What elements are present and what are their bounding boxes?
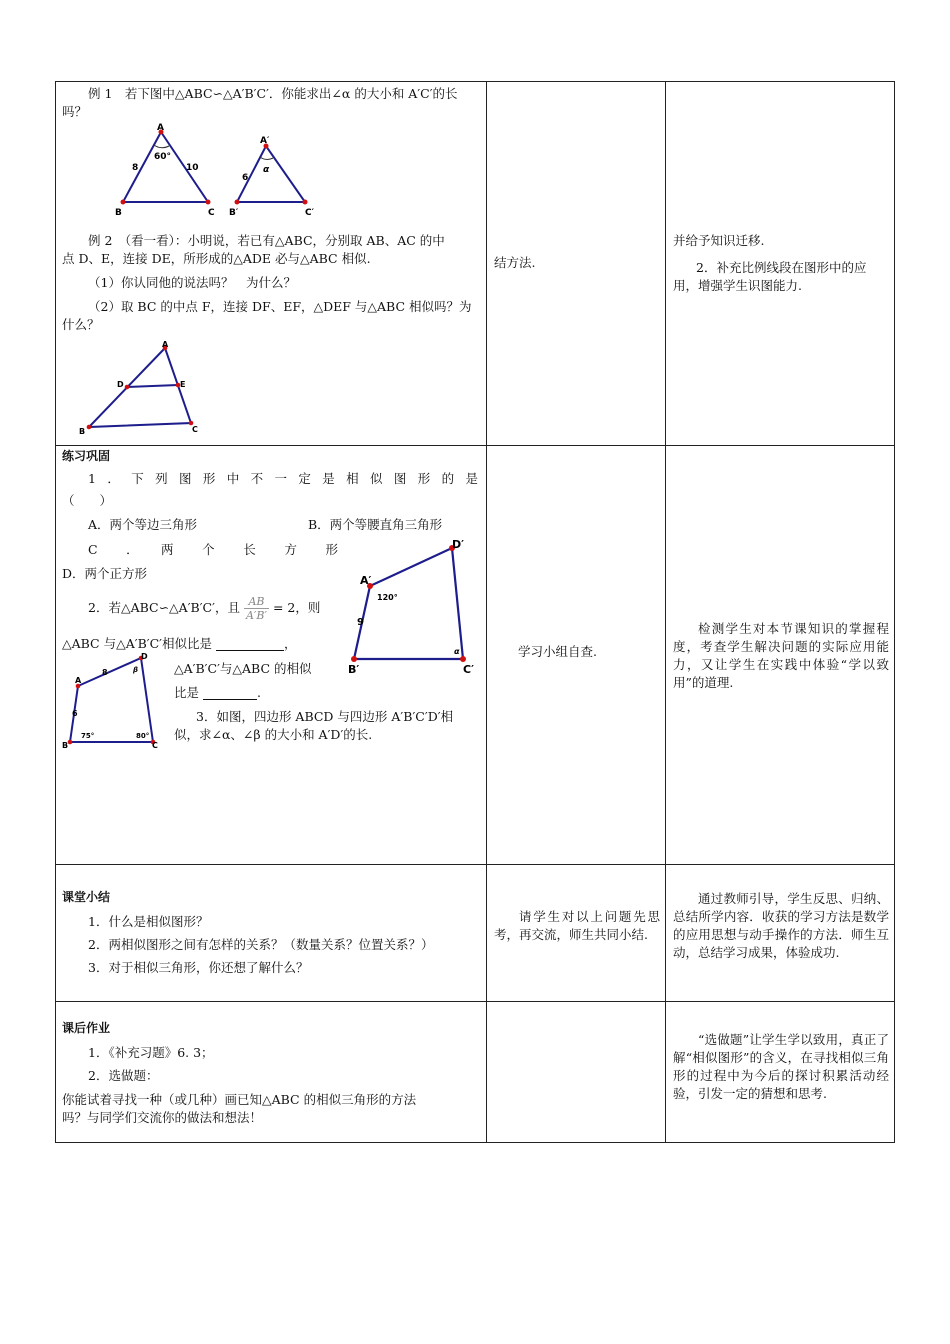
angle-alpha-label: α xyxy=(263,165,270,175)
row3-purpose-note: 通过教师引导，学生反思、归纳、总结所学内容．收获的学习方法是数学的应用思想与动手操作的方法．师生互动，总结学习成果，体验成功. xyxy=(673,891,889,960)
homework-item-3-cont: 吗？与同学们交流你的做法和想法！ xyxy=(62,1110,263,1125)
option-c: C ． 两 个 长 方 形 xyxy=(88,542,338,557)
label-c: C xyxy=(192,425,198,434)
row1-method-text: 结方法. xyxy=(494,255,536,270)
practice-question-2-line4: 比是 . xyxy=(174,685,261,700)
example1-text: 例 1 若下图中△ABC∽△A′B′C′．你能求出∠α 的大小和 A′C′的长 xyxy=(88,86,458,101)
label-d: D xyxy=(141,652,148,661)
label-a: A xyxy=(157,123,164,133)
answer-blank-2 xyxy=(203,687,257,700)
label-c: C xyxy=(208,208,215,218)
homework-item-3: 你能试着寻找一种（或几种）画已知△ABC 的相似三角形的方法 xyxy=(62,1092,417,1107)
summary-item-2: 2．两相似图形之间有怎样的关系？（数量关系？位置关系？） xyxy=(88,937,434,952)
label-b-prime: B′ xyxy=(229,208,239,218)
side-ab-label: 8 xyxy=(132,163,139,173)
label-b: B xyxy=(115,208,122,218)
triangle-abc-prime xyxy=(229,136,315,218)
practice-question-3-cont: 似，求∠α、∠β 的大小和 A′D′的长. xyxy=(174,727,373,742)
angle-beta-label: β xyxy=(133,666,139,674)
column-divider-1 xyxy=(486,82,487,1142)
homework-item-2: 2．选做题： xyxy=(88,1068,159,1083)
lesson-table xyxy=(55,81,895,1143)
example1-text-cont: 吗？ xyxy=(62,104,88,119)
label-c-prime: C′ xyxy=(305,208,314,218)
fraction-numerator: AB xyxy=(244,595,269,609)
practice-heading: 练习巩固 xyxy=(62,449,111,463)
example2-question-1: （1）你认同他的说法吗？ 为什么？ xyxy=(88,275,296,290)
answer-blank-1 xyxy=(216,638,284,651)
label-a: A xyxy=(162,340,169,349)
angle-alpha-label: α xyxy=(454,647,460,656)
row2-purpose-note: 检测学生对本节课知识的掌握程度，考查学生解决问题的实际应用能力，又让学生在实践中体验“学以致用”的道理. xyxy=(673,621,889,690)
option-d: D．两个正方形 xyxy=(62,566,148,581)
side-ad-label: 8 xyxy=(102,668,108,677)
practice-question-3: 3．如图，四边形 ABCD 与四边形 A′B′C′D′相 xyxy=(196,709,454,724)
ratio-fraction xyxy=(244,595,269,622)
example2-question-2: （2）取 BC 的中点 F，连接 DF、EF，△DEF 与△ABC 相似吗？为 xyxy=(88,299,472,314)
option-a: A．两个等边三角形 xyxy=(88,517,198,532)
label-e: E xyxy=(180,380,186,389)
summary-item-1: 1．什么是相似图形？ xyxy=(88,914,209,929)
side-ac-label: 10 xyxy=(186,163,199,173)
question-2-prefix: 2．若△ABC∽△A′B′C′，且 xyxy=(88,600,240,615)
similarity-ratio-text: △ABC 与△A′B′C′相似比是 xyxy=(62,636,213,651)
row1-note-3: 用，增强学生识图能力. xyxy=(673,278,802,293)
summary-heading: 课堂小结 xyxy=(62,890,111,904)
example2-text-cont: 点 D、E，连接 DE，所形成的△ADE 必与△ABC 相似. xyxy=(62,251,371,266)
fraction-denominator: A′B′ xyxy=(245,609,267,622)
row1-note-1: 并给予知识迁移. xyxy=(673,233,765,248)
label-d-prime: D′ xyxy=(452,538,465,551)
label-a: A xyxy=(75,676,82,685)
practice-question-2-line3: △A′B′C′与△ABC 的相似 xyxy=(174,661,312,676)
example2-question-2-cont: 什么？ xyxy=(62,317,100,332)
row1-note-2: 2．补充比例线段在图形中的应 xyxy=(696,260,867,275)
label-a-prime: A′ xyxy=(260,136,270,146)
row-divider-1 xyxy=(56,445,894,446)
label-a-prime: A′ xyxy=(360,574,372,587)
homework-heading: 课后作业 xyxy=(62,1021,111,1035)
label-b: B xyxy=(62,741,69,750)
practice-question-1: 1．下列图形中不一定是相似图形的是 xyxy=(88,471,478,486)
angle-c-label: 80° xyxy=(136,732,150,740)
column-divider-2 xyxy=(665,82,666,1142)
row-divider-2 xyxy=(56,864,894,865)
practice-question-1-paren: （ ） xyxy=(62,493,113,508)
angle-b-label: 75° xyxy=(81,732,95,740)
example2-text: 例 2 （看一看）：小明说，若已有△ABC，分别取 AB、AC 的中 xyxy=(88,233,445,248)
label-b-prime: B′ xyxy=(348,663,360,676)
side-ab-prime-label: 9 xyxy=(357,617,364,628)
quadrilateral-abcd xyxy=(58,650,168,750)
question-2-eq: = 2，则 xyxy=(272,600,321,615)
row-divider-3 xyxy=(56,1001,894,1002)
label-b: B xyxy=(79,427,86,436)
row4-purpose-note: “选做题”让学生学以致用，真正了解“相似图形”的含义，在寻找相似三角形的过程中为今后的探讨积累活动经验，引发一定的猜想和思考. xyxy=(673,1032,889,1101)
triangle-abc xyxy=(115,123,215,218)
label-c: C xyxy=(152,741,158,750)
angle-a-label: 60° xyxy=(154,152,172,162)
quadrilateral-abcd-prime xyxy=(344,534,484,680)
option-b: B．两个等腰直角三角形 xyxy=(308,517,443,532)
triangle-figures xyxy=(111,122,341,222)
angle-a-prime-label: 120° xyxy=(377,593,398,602)
side-ab-label: 6 xyxy=(72,709,78,718)
practice-question-2 xyxy=(88,593,320,623)
practice-question-2-line2: △ABC 与△A′B′C′相似比是 ， xyxy=(62,636,297,651)
label-d: D xyxy=(117,380,124,389)
label-c-prime: C′ xyxy=(463,663,474,676)
row3-discussion-note: 请学生对以上问题先思考，再交流，师生共同小结. xyxy=(494,909,660,942)
side-ab-prime-label: 6 xyxy=(242,173,249,183)
triangle-midpoints-figure xyxy=(76,340,216,436)
ratio-text-2: 比是 xyxy=(174,685,200,700)
homework-item-1: 1．《补充习题》6. 3； xyxy=(88,1045,214,1060)
summary-item-3: 3．对于相似三角形，你还想了解什么？ xyxy=(88,960,309,975)
row2-self-check: 学习小组自查. xyxy=(518,644,597,659)
